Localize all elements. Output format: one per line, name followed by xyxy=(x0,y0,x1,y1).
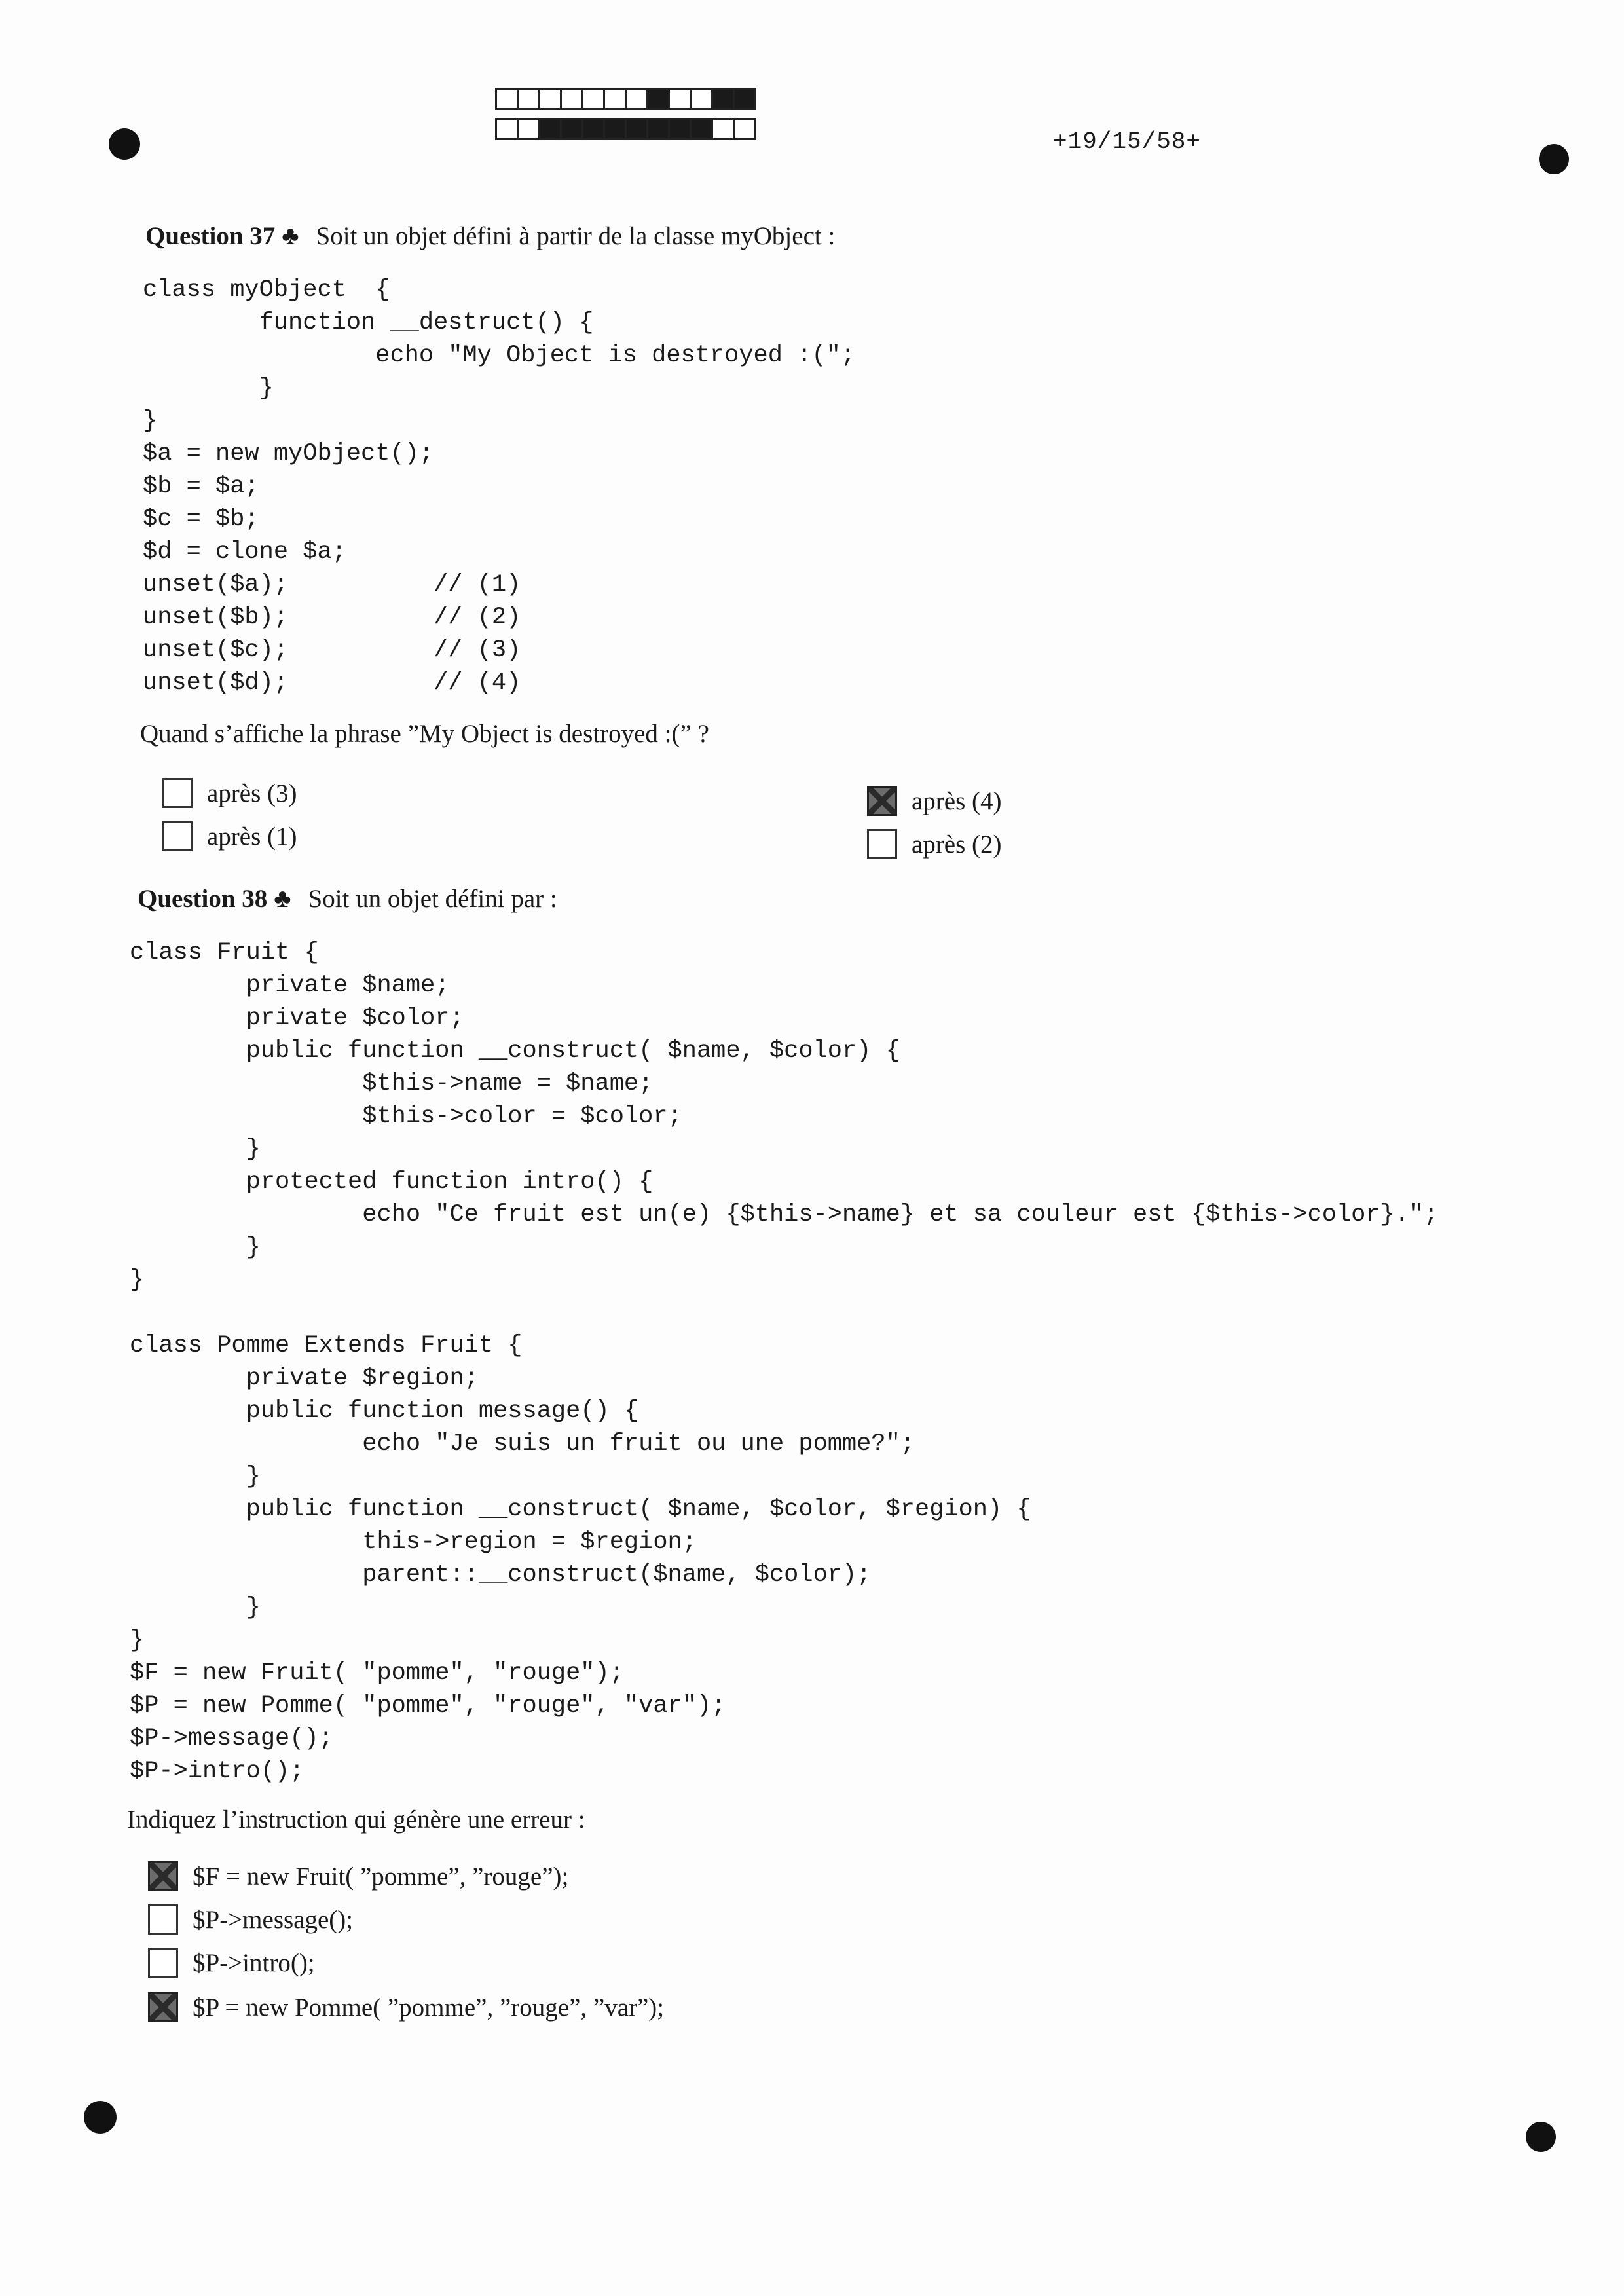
q38-option-new-fruit[interactable] xyxy=(148,1861,568,1891)
registration-mark-bottom-right xyxy=(1526,2122,1556,2152)
registration-mark-top-left xyxy=(109,128,140,160)
option-label: après (3) xyxy=(207,779,297,807)
checkbox-checked[interactable] xyxy=(867,786,897,816)
checkbox[interactable] xyxy=(162,778,193,808)
checkbox[interactable] xyxy=(148,1904,178,1935)
club-icon: ♣ xyxy=(274,883,291,913)
question-37-prompt: Quand s’affiche la phrase ”My Object is destroyed :(” ? xyxy=(140,720,709,748)
barcode-top-row xyxy=(495,88,754,110)
option-label: $F = new Fruit( ”pomme”, ”rouge”); xyxy=(193,1862,569,1891)
q37-option-apres-3[interactable] xyxy=(162,778,297,808)
option-label: après (1) xyxy=(207,822,297,851)
question-37-code: class myObject { function __destruct() { echo "My Object is destroyed :("; } } $a = new myObject(); $b = $a; $c = $b; $d = clone $a; unset($a); // (1) unset($b); // (2) unset($c); // (3) unset($d); // (4) xyxy=(143,276,855,697)
checkbox[interactable] xyxy=(162,821,193,851)
q38-option-message[interactable] xyxy=(148,1904,353,1935)
question-38-label: Question 38 xyxy=(138,885,268,913)
option-label: $P->intro(); xyxy=(193,1948,315,1977)
checkbox-checked[interactable] xyxy=(148,1861,178,1891)
q37-option-apres-4[interactable] xyxy=(867,786,1002,816)
checkbox[interactable] xyxy=(148,1948,178,1978)
q37-option-apres-2[interactable] xyxy=(867,829,1002,859)
question-37-title xyxy=(145,220,835,251)
q38-option-intro[interactable] xyxy=(148,1948,315,1978)
barcode-bottom-row xyxy=(495,118,754,140)
checkbox-checked[interactable] xyxy=(148,1992,178,2022)
page-code: +19/15/58+ xyxy=(1053,128,1202,155)
question-38-title xyxy=(138,883,557,914)
option-label: après (2) xyxy=(912,830,1002,859)
registration-mark-top-right xyxy=(1539,144,1569,174)
question-38-code: class Fruit { private $name; private $color; public function __construct( $name, $color) { $this->name = $name; $this->color = $color; } protected function intro() { echo "Ce fruit est un(e) {$this->name} et sa couleur est {$this->color}."; } } class Pomme Extends Fruit { private $region; public function message() { echo "Je suis un fruit ou une pomme?"; } public function __construct( $name, $color, $region) { this->region = $region; parent::__construct($name, $color); } } $F = new Fruit( "pomme", "rouge"); $P = new Pomme( "pomme", "rouge", "var"); $P->message(); $P->intro(); xyxy=(130,939,1439,1785)
question-38-text: Soit un objet défini par : xyxy=(308,885,557,913)
option-label: $P->message(); xyxy=(193,1905,354,1934)
registration-mark-bottom-left xyxy=(84,2101,117,2134)
q38-option-new-pomme[interactable] xyxy=(148,1992,664,2022)
option-label: après (4) xyxy=(912,787,1002,815)
question-37-label: Question 37 xyxy=(145,222,276,250)
question-38-prompt: Indiquez l’instruction qui génère une erreur : xyxy=(127,1805,585,1834)
option-label: $P = new Pomme( ”pomme”, ”rouge”, ”var”); xyxy=(193,1993,665,2022)
club-icon: ♣ xyxy=(282,221,299,250)
q37-option-apres-1[interactable] xyxy=(162,821,297,851)
question-37-text: Soit un objet défini à partir de la classe myObject : xyxy=(316,222,836,250)
checkbox[interactable] xyxy=(867,829,897,859)
